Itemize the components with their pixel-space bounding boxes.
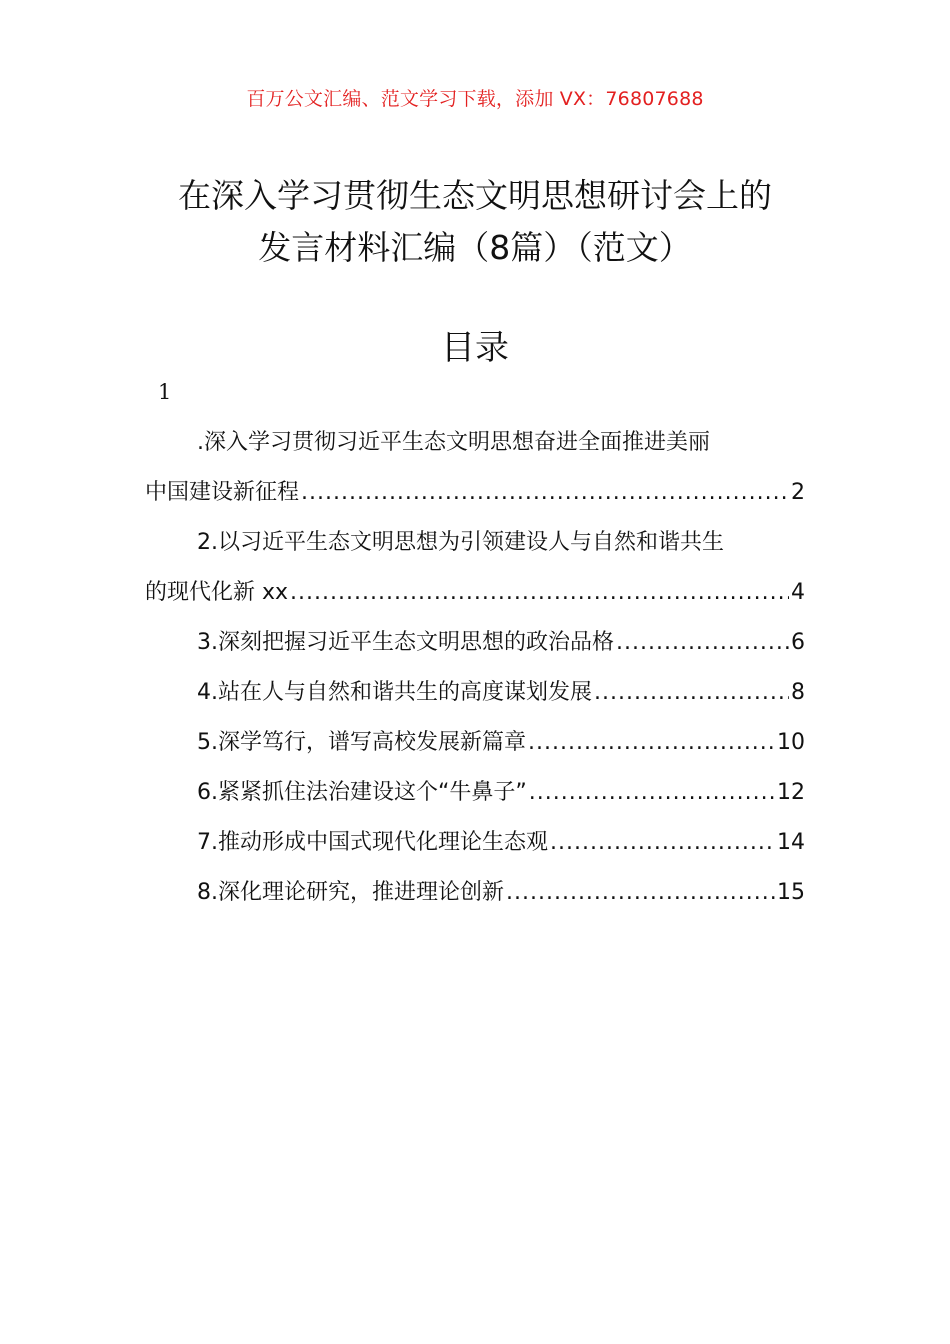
toc-entry-1-line1: .深入学习贯彻习近平生态文明思想奋进全面推进美丽 xyxy=(197,430,710,455)
toc-entry-6-text: 6.紧紧抓住法治建设这个“牛鼻子” xyxy=(197,780,527,805)
toc-entry-3-page: 6 xyxy=(791,630,805,655)
dot-leader xyxy=(594,668,789,718)
toc-entry-5-page: 10 xyxy=(777,730,805,755)
toc-heading: 目录 xyxy=(441,328,509,368)
toc-entry-3[interactable] xyxy=(145,618,805,668)
toc-entry-7-page: 14 xyxy=(777,830,805,855)
title-line-1: 在深入学习贯彻生态文明思想研讨会上的 xyxy=(178,176,772,215)
promo-header: 百万公文汇编、范文学习下载，添加 VX：76807688 xyxy=(246,88,704,110)
dot-leader xyxy=(528,718,775,768)
toc-entry-2-page: 4 xyxy=(791,580,805,605)
toc-entry-8-text: 8.深化理论研究，推进理论创新 xyxy=(197,880,504,905)
toc-entry-1-line2: 中国建设新征程 xyxy=(145,480,300,505)
toc-entry-6[interactable] xyxy=(145,768,805,818)
toc-entry-1-page: 2 xyxy=(791,480,805,505)
dot-leader xyxy=(506,868,775,918)
toc-entry-2-line2: 的现代化新 xx xyxy=(145,580,289,605)
toc-entry-2-line1: 2.以习近平生态文明思想为引领建设人与自然和谐共生 xyxy=(197,530,724,555)
dot-leader xyxy=(290,568,789,618)
toc-entry-4-page: 8 xyxy=(791,680,805,705)
toc-marker: 1 xyxy=(158,380,172,404)
dot-leader xyxy=(301,468,789,518)
toc-entry-8[interactable] xyxy=(145,868,805,918)
toc-entry-5[interactable] xyxy=(145,718,805,768)
toc-entry-8-page: 15 xyxy=(777,880,805,905)
table-of-contents xyxy=(145,418,805,918)
toc-entry-4-text: 4.站在人与自然和谐共生的高度谋划发展 xyxy=(197,680,592,705)
toc-entry-1[interactable] xyxy=(145,418,805,518)
toc-entry-7[interactable] xyxy=(145,818,805,868)
toc-entry-6-page: 12 xyxy=(777,780,805,805)
document-title xyxy=(100,170,850,274)
toc-entry-2[interactable] xyxy=(145,518,805,618)
toc-entry-7-text: 7.推动形成中国式现代化理论生态观 xyxy=(197,830,548,855)
dot-leader xyxy=(529,768,775,818)
dot-leader xyxy=(550,818,775,868)
dot-leader xyxy=(616,618,789,668)
toc-entry-5-text: 5.深学笃行，谱写高校发展新篇章 xyxy=(197,730,526,755)
title-line-2: 发言材料汇编（8篇）（范文） xyxy=(258,228,692,267)
toc-entry-4[interactable] xyxy=(145,668,805,718)
toc-entry-3-text: 3.深刻把握习近平生态文明思想的政治品格 xyxy=(197,630,614,655)
